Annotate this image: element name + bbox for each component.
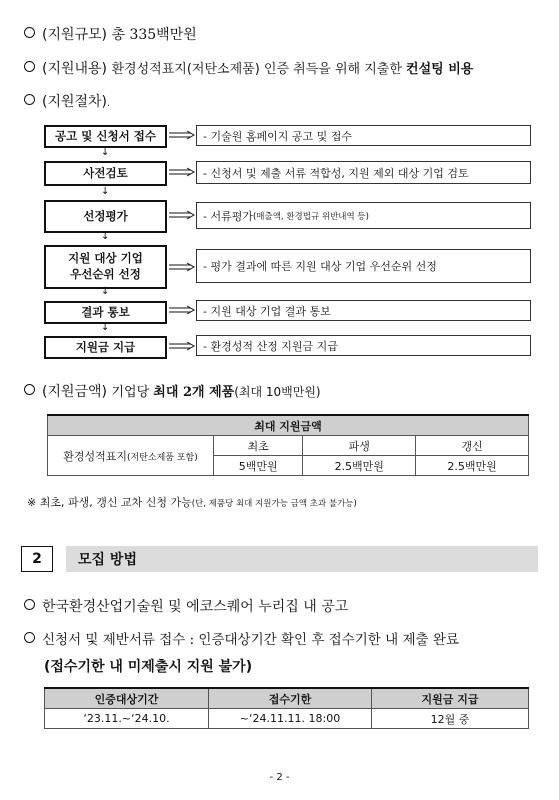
- process-step-title: 우선순위 선정: [70, 267, 141, 281]
- table-cell: ~‘24.11.11. 18:00: [209, 709, 372, 729]
- double-arrow-icon: [168, 130, 196, 140]
- table-row-label: [48, 436, 214, 476]
- table-cell: 12월 중: [372, 709, 529, 729]
- process-step-desc: [196, 300, 531, 321]
- bullet-text-bold: 컨설팅 비용: [406, 62, 474, 77]
- bullet-text: 환경성적표지(저탄소제품) 인증 취득을 위해 지출한: [111, 62, 407, 77]
- bullet-support-amount: [24, 381, 551, 401]
- process-step-box: [44, 161, 167, 186]
- row-label-text: 환경성적표지: [63, 449, 127, 463]
- double-arrow-icon: [168, 262, 196, 272]
- bullet-support-scale: [24, 24, 551, 44]
- bullet-dot: .: [107, 98, 111, 109]
- table-col-header: 인증대상기간: [45, 688, 209, 709]
- process-desc-text: - 서류평가: [203, 209, 253, 223]
- process-desc-small: (매출액, 환경법규 위반내역 등): [252, 211, 369, 222]
- bullet-text-paren: (최대 10백만원): [234, 385, 321, 399]
- submission-warning: (접수기한 내 미제출시 지원 불가): [44, 659, 253, 675]
- circle-bullet-icon: [24, 27, 35, 38]
- bullet-text: 신청서 및 제반서류 접수 : 인증대상기간 확인 후 접수기한 내 제출 완료: [42, 632, 459, 648]
- process-step-box: [44, 301, 167, 324]
- section-number: 2: [21, 546, 53, 572]
- bullet-text: 기업당: [111, 385, 154, 400]
- table-row: [45, 709, 529, 729]
- down-arrow-icon: ↓: [101, 147, 110, 158]
- down-arrow-icon: ↓: [101, 231, 110, 242]
- table-cell: 2.5백만원: [303, 456, 416, 476]
- process-desc-text: - 기술원 홈페이지 공고 및 접수: [203, 129, 352, 143]
- process-step-box: [44, 125, 167, 148]
- table-cell: 5백만원: [214, 456, 303, 476]
- process-step-desc: [196, 125, 531, 146]
- process-step-box: [44, 245, 167, 289]
- process-desc-text: - 지원 대상 기업 결과 통보: [203, 304, 331, 318]
- process-step-title: 선정평가: [83, 208, 128, 223]
- process-step-box: [44, 336, 167, 359]
- process-step-box: [44, 200, 167, 233]
- table-col-header: 지원금 지급: [372, 688, 529, 709]
- process-desc-text: - 신청서 및 제출 서류 적합성, 지원 제외 대상 기업 검토: [203, 166, 469, 180]
- schedule-table: [44, 687, 529, 729]
- bullet-recruit-submission: [24, 628, 551, 648]
- down-arrow-icon: ↓: [101, 322, 110, 333]
- process-step-desc: [196, 335, 531, 356]
- table-col-header: 접수기한: [209, 688, 372, 709]
- table-col-header: 파생: [303, 436, 416, 456]
- process-step-desc: [196, 249, 531, 283]
- down-arrow-icon: ↓: [101, 286, 110, 297]
- table-header: 최대 지원금액: [48, 415, 529, 436]
- table-cell: ‘23.11.~‘24.10.: [45, 709, 209, 729]
- process-step-title: 공고 및 신청서 접수: [55, 128, 156, 143]
- circle-bullet-icon: [24, 384, 35, 395]
- bullet-label: (지원규모): [42, 27, 108, 43]
- table-col-header: 갱신: [416, 436, 529, 456]
- circle-bullet-icon: [24, 632, 35, 643]
- bullet-text: 한국환경산업기술원 및 에코스퀘어 누리집 내 공고: [42, 599, 349, 615]
- process-desc-text: - 환경성적 산정 지원금 지급: [203, 339, 338, 353]
- max-support-amount-table: [47, 414, 529, 476]
- circle-bullet-icon: [24, 61, 35, 72]
- down-arrow-icon: ↓: [101, 186, 110, 197]
- bullet-label: (지원절차): [42, 94, 108, 110]
- process-step-title: 사전검토: [83, 165, 128, 180]
- bullet-text: 총 335백만원: [111, 27, 197, 43]
- page-number: - 2 -: [269, 772, 290, 783]
- circle-bullet-icon: [24, 94, 35, 105]
- bullet-label: (지원내용): [42, 61, 108, 77]
- bullet-support-procedure: [24, 91, 551, 111]
- note-small: (단, 제품당 최대 지원가능 금액 초과 불가능): [191, 499, 357, 509]
- bullet-label: (지원금액): [42, 384, 108, 400]
- section-title: 모집 방법: [66, 546, 538, 572]
- process-desc-text: - 평가 결과에 따른 지원 대상 기업 우선순위 선정: [203, 260, 437, 273]
- table-col-header: 최초: [214, 436, 303, 456]
- note-text: ※ 최초, 파생, 갱신 교차 신청 가능: [27, 496, 192, 509]
- process-step-title: 결과 통보: [81, 304, 130, 319]
- process-step-desc: [196, 202, 531, 229]
- process-step-title: 지원금 지급: [75, 339, 136, 354]
- double-arrow-icon: [168, 341, 196, 351]
- bullet-text-bold: 최대 2개 제품: [153, 385, 235, 400]
- table-cell: 2.5백만원: [416, 456, 529, 476]
- note: [27, 494, 357, 510]
- row-label-small: (저탄소제품 포함): [127, 452, 198, 463]
- bullet-support-content: [24, 58, 551, 78]
- process-step-title: 지원 대상 기업: [68, 251, 143, 266]
- process-step-desc: [196, 161, 531, 184]
- double-arrow-icon: [168, 167, 196, 177]
- double-arrow-icon: [168, 305, 196, 315]
- bullet-recruit-announcement: [24, 596, 551, 616]
- circle-bullet-icon: [24, 599, 35, 610]
- double-arrow-icon: [168, 210, 196, 220]
